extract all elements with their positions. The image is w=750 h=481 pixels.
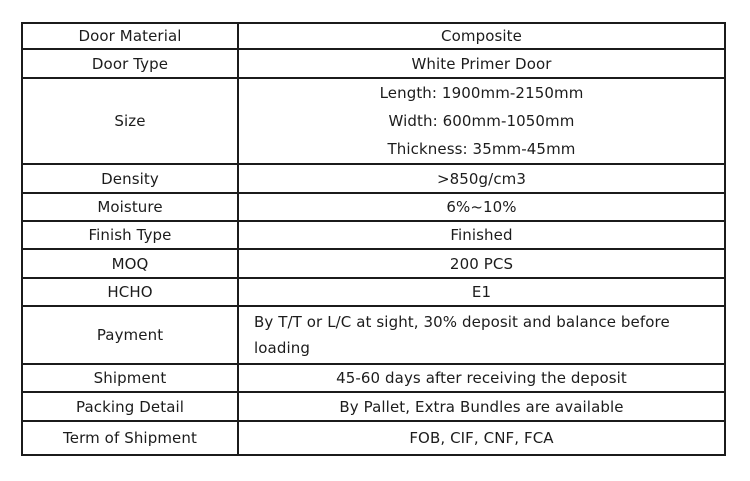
spec-label-cell: HCHO [22, 278, 238, 306]
spec-value-line: Thickness: 35mm-45mm [387, 140, 576, 158]
spec-row [22, 392, 725, 421]
spec-row [22, 78, 725, 164]
spec-row [22, 164, 725, 193]
spec-row [22, 249, 725, 278]
spec-label-cell: Shipment [22, 364, 238, 392]
spec-value-cell: 6%~10% [238, 193, 725, 221]
spec-label-cell: Density [22, 164, 238, 193]
spec-value-cell: Finished [238, 221, 725, 249]
spec-label-cell: Payment [22, 306, 238, 364]
spec-label-cell: Finish Type [22, 221, 238, 249]
spec-value-cell: 45-60 days after receiving the deposit [238, 364, 725, 392]
spec-label-cell: Door Type [22, 49, 238, 78]
spec-value-cell: By T/T or L/C at sight, 30% deposit and balance before loading [238, 306, 725, 364]
spec-row [22, 49, 725, 78]
spec-row [22, 364, 725, 392]
spec-value-cell: By Pallet, Extra Bundles are available [238, 392, 725, 421]
spec-value-cell [238, 78, 725, 164]
spec-value-line: Length: 1900mm-2150mm [379, 84, 584, 102]
spec-label-cell: Term of Shipment [22, 421, 238, 455]
spec-label-cell: Moisture [22, 193, 238, 221]
door-spec-table [21, 22, 726, 456]
spec-label-cell: Door Material [22, 23, 238, 49]
spec-table-body [22, 23, 725, 455]
spec-value-cell: >850g/cm3 [238, 164, 725, 193]
spec-value-cell: White Primer Door [238, 49, 725, 78]
spec-value-cell: Composite [238, 23, 725, 49]
spec-row [22, 421, 725, 455]
spec-value-cell: FOB, CIF, CNF, FCA [238, 421, 725, 455]
spec-table-container [21, 22, 724, 456]
spec-value-cell: 200 PCS [238, 249, 725, 278]
spec-row [22, 193, 725, 221]
spec-row [22, 23, 725, 49]
spec-label-cell: Size [22, 78, 238, 164]
spec-row [22, 306, 725, 364]
spec-row [22, 278, 725, 306]
spec-value-line: Width: 600mm-1050mm [388, 112, 575, 130]
spec-label-cell: Packing Detail [22, 392, 238, 421]
spec-label-cell: MOQ [22, 249, 238, 278]
spec-value-cell: E1 [238, 278, 725, 306]
spec-row [22, 221, 725, 249]
